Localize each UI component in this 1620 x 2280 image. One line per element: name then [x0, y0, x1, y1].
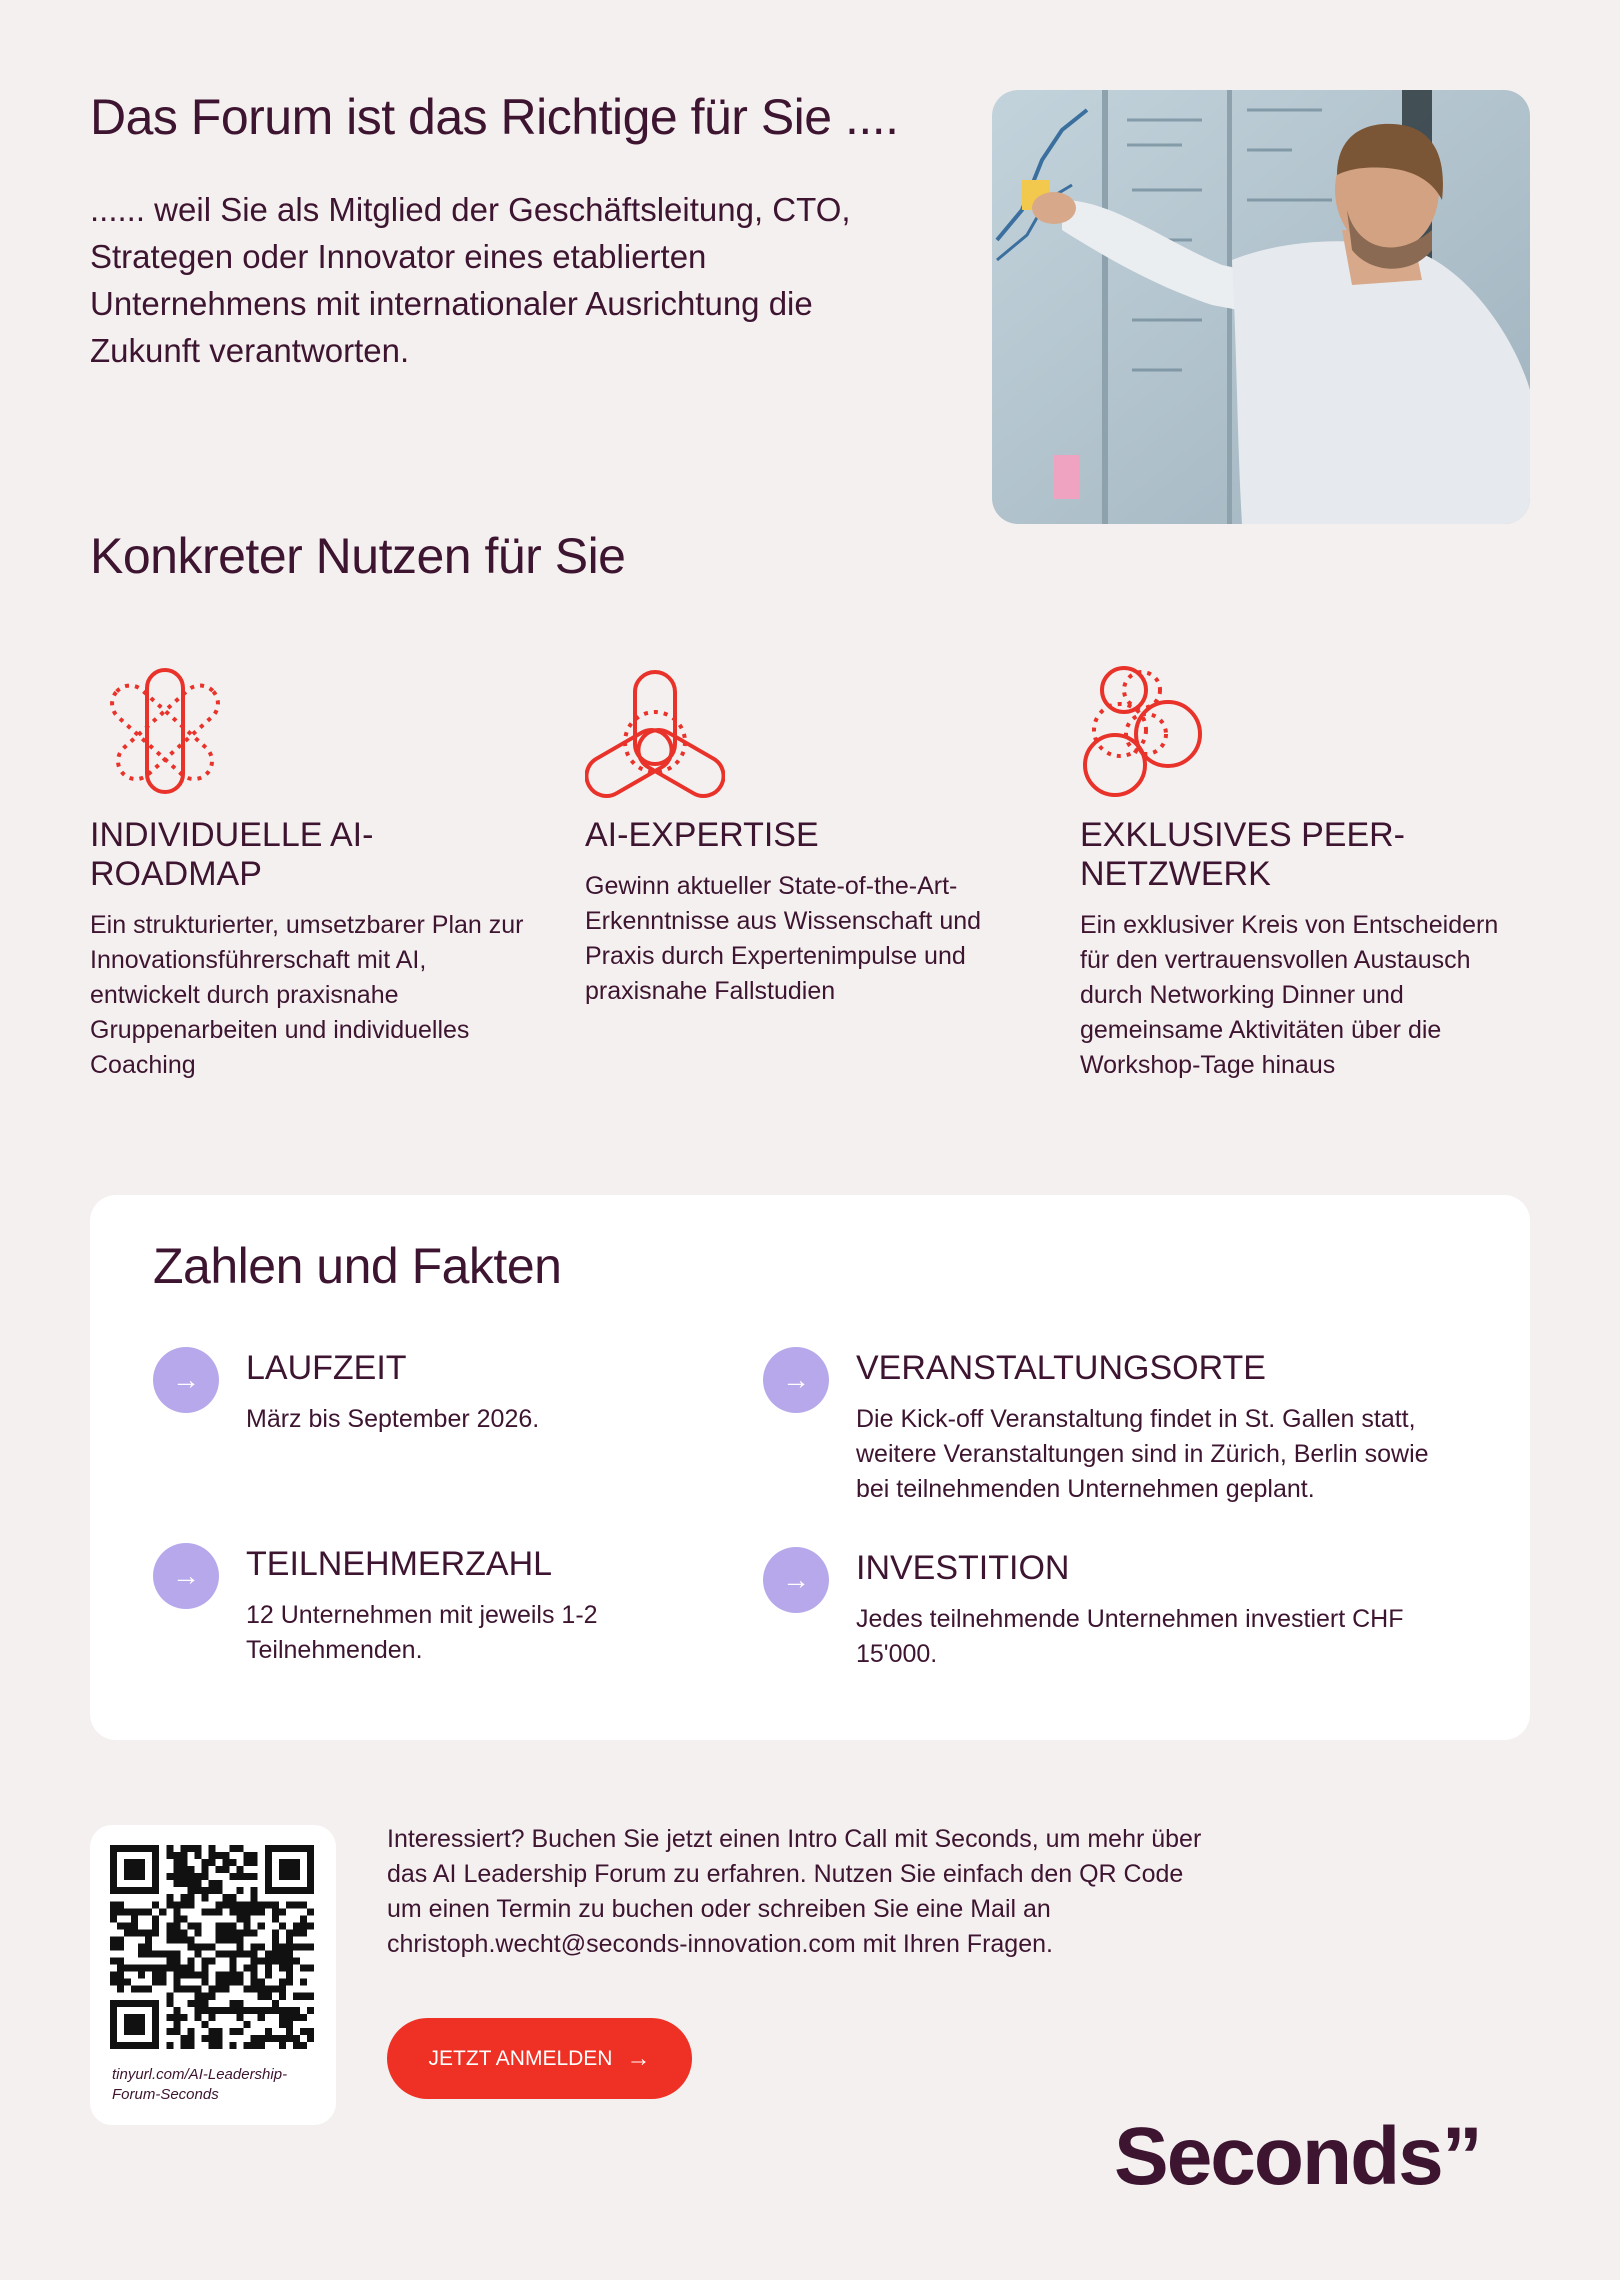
- expertise-icon: [585, 660, 725, 800]
- qr-caption: tinyurl.com/AI-Leadership-Forum-Seconds: [112, 2066, 288, 2103]
- benefit-title: AI-EXPERTISE: [585, 816, 819, 854]
- benefit-network: [1080, 660, 1520, 1083]
- arrow-right-icon: →: [153, 1347, 219, 1413]
- register-button-label: JETZT ANMELDEN: [428, 2046, 613, 2070]
- fact-description: März bis September 2026.: [246, 1405, 540, 1433]
- cta-text: Interessiert? Buchen Sie jetzt einen Intro Call mit Seconds, um mehr über das AI Leadership Forum zu erfahren. Nutzen Sie einfach den QR Code um einen Termin zu buchen oder schreiben Sie eine Mail an christoph.wecht@seconds-innovation.com mit Ihren Fragen.: [387, 1825, 1202, 1958]
- man-at-whiteboard-photo: [992, 90, 1530, 524]
- fact-title: LAUFZEIT: [246, 1349, 407, 1387]
- benefit-title: EXKLUSIVES PEER-NETZWERK: [1080, 816, 1406, 893]
- qr-code-card[interactable]: [90, 1825, 336, 2125]
- benefit-title: INDIVIDUELLE AI-ROADMAP: [90, 816, 374, 893]
- benefit-description: Ein exklusiver Kreis von Entscheidern für den vertrauensvollen Austausch durch Networking Dinner und gemeinsame Aktivitäten über die Workshop-Tage hinaus: [1080, 911, 1499, 1079]
- benefits-title: Konkreter Nutzen für Sie: [90, 528, 626, 584]
- fact-description: Die Kick-off Veranstaltung findet in St. Gallen statt, weitere Veranstaltungen sind in Zürich, Berlin sowie bei teilnehmenden Unternehmen geplant.: [856, 1405, 1429, 1503]
- benefit-expertise: [585, 660, 1025, 1009]
- page-title: Das Forum ist das Richtige für Sie ....: [90, 89, 899, 145]
- arrow-right-icon: →: [153, 1543, 219, 1609]
- benefit-description: Ein strukturierter, umsetzbarer Plan zur Innovationsführerschaft mit AI, entwickelt durch praxisnahe Gruppenarbeiten und individuelles Coaching: [90, 911, 524, 1079]
- arrow-right-icon: →: [763, 1347, 829, 1413]
- fact-title: VERANSTALTUNGSORTE: [856, 1349, 1266, 1387]
- benefit-roadmap: [90, 660, 530, 1083]
- fact-title: TEILNEHMERZAHL: [246, 1545, 553, 1583]
- qr-code[interactable]: [110, 1845, 314, 2049]
- roadmap-icon: [90, 660, 230, 800]
- network-icon: [1080, 660, 1220, 800]
- arrow-right-icon: →: [626, 2044, 651, 2072]
- fact-title: INVESTITION: [856, 1549, 1070, 1587]
- register-button[interactable]: [387, 2018, 692, 2099]
- fact-description: 12 Unternehmen mit jeweils 1-2 Teilnehmenden.: [246, 1601, 598, 1664]
- arrow-right-icon: →: [763, 1547, 829, 1613]
- intro-text: ...... weil Sie als Mitglied der Geschäftsleitung, CTO, Strategen oder Innovator eines etablierten Unternehmens mit internationaler Ausrichtung die Zukunft verantworten.: [90, 191, 851, 369]
- fact-description: Jedes teilnehmende Unternehmen investiert CHF 15'000.: [856, 1605, 1404, 1668]
- benefit-description: Gewinn aktueller State-of-the-Art-Erkenntnisse aus Wissenschaft und Praxis durch Expertenimpulse und praxisnahe Fallstudien: [585, 872, 982, 1005]
- hero-image: [992, 90, 1530, 524]
- facts-card: [90, 1195, 1530, 1740]
- facts-title: Zahlen und Fakten: [153, 1238, 562, 1294]
- seconds-logo: Seconds”: [1114, 2111, 1481, 2202]
